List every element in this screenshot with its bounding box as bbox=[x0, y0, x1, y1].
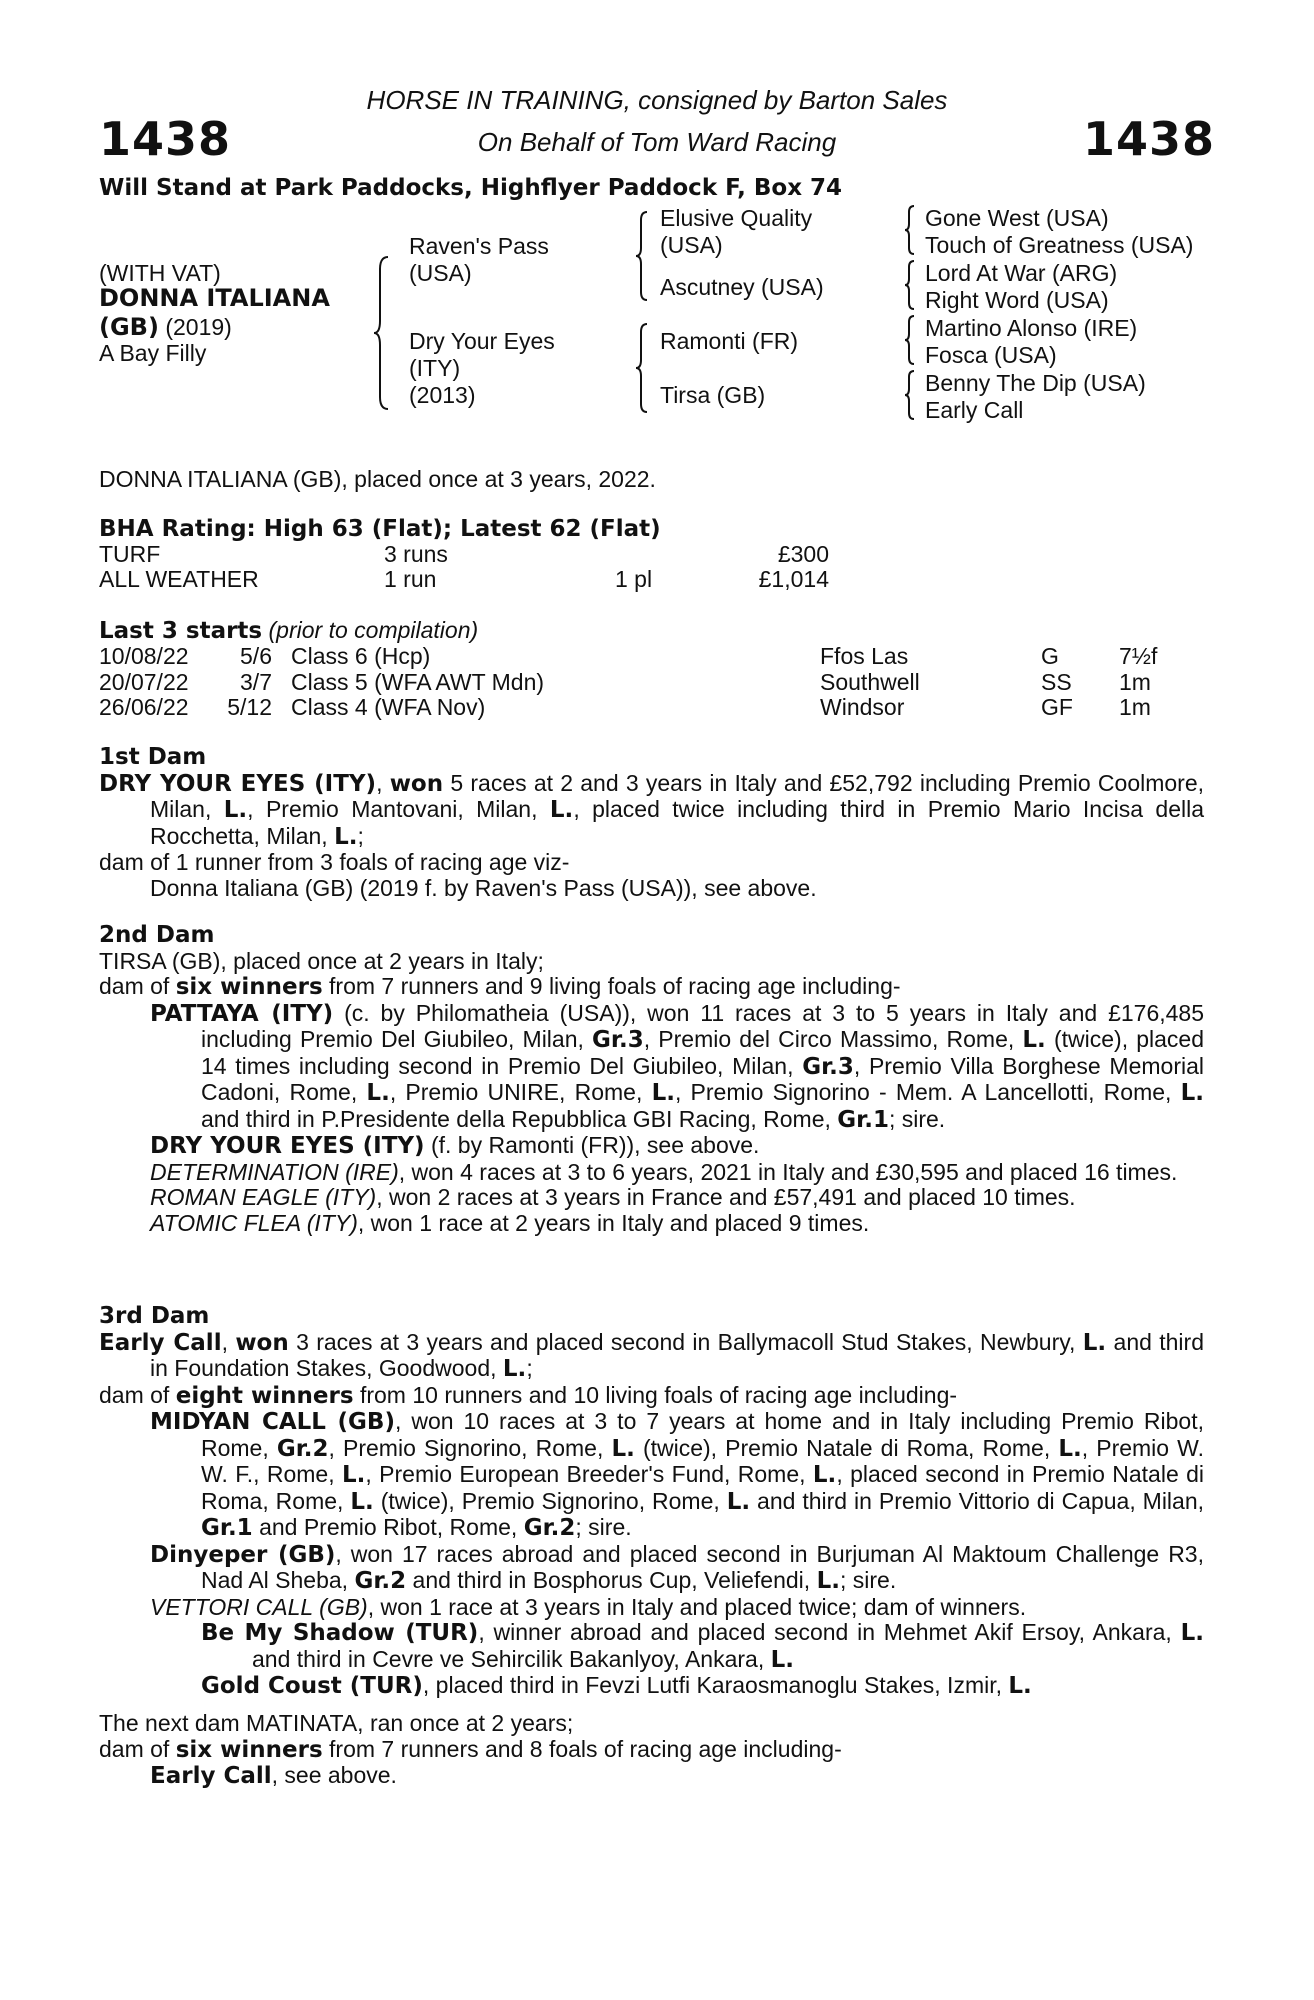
pedigree-brace-main bbox=[372, 255, 392, 411]
horse-summary: DONNA ITALIANA (GB), placed once at 3 years, 2022. bbox=[99, 466, 656, 492]
last-starts-table bbox=[99, 643, 1209, 720]
bha-rating-title: BHA Rating: High 63 (Flat); Latest 62 (Flat) bbox=[99, 516, 661, 542]
bha-table bbox=[99, 541, 829, 591]
pedigree-dam-year: (2013) bbox=[409, 382, 476, 408]
produce-pattaya: PATTAYA (ITY) (c. by Philomatheia (USA)), won 11 races at 3 to 5 years in Italy and £176,485 including Premio Del Giubileo, Milan, Gr.3, Premio del Circo Massimo, Rome, L. (twice), placed 14 times including second in Premio Del Giubileo, Milan, Gr.3, Premio Villa Borghese Memorial Cadoni, Rome, L., Premio UNIRE, Rome, L., Premio Signorino - Mem. A Lancellotti, Rome, L. and third in P.Presidente della Repubblica GBI Racing, Rome, Gr.1; sire. bbox=[150, 999, 1205, 1133]
pedigree-brace-g3-1 bbox=[903, 204, 917, 256]
header-behalf: On Behalf of Tom Ward Racing bbox=[477, 127, 837, 157]
produce-gold-coust: Gold Coust (TUR), placed third in Fevzi Lutfi Karaosmanoglu Stakes, Izmir, L. bbox=[201, 1672, 1032, 1699]
pedigree-sire-dam: Ascutney (USA) bbox=[660, 274, 824, 300]
lot-number-right: 1438 bbox=[1083, 112, 1216, 166]
second-dam-record: TIRSA (GB), placed once at 2 years in Italy; bbox=[99, 947, 544, 974]
produce-be-my-shadow: Be My Shadow (TUR), winner abroad and placed second in Mehmet Akif Ersoy, Ankara, L. and third in Cevre ve Sehircilik Bakanlyoy, Ankara, L. bbox=[201, 1619, 1205, 1673]
next-dam-section bbox=[99, 1711, 1204, 1790]
produce-atomic-flea: ATOMIC FLEA (ITY), won 1 race at 2 years in Italy and placed 9 times. bbox=[150, 1209, 870, 1236]
pedigree-g3-7: Benny The Dip (USA) bbox=[925, 370, 1146, 396]
bha-row-turf: TURF 3 runs £300 bbox=[99, 541, 829, 567]
pedigree-sire-origin: (USA) bbox=[409, 260, 472, 286]
next-dam-produce-summary: dam of six winners from 7 runners and 8 foals of racing age including- bbox=[99, 1735, 842, 1763]
last-start-row: 10/08/22 5/6 Class 6 (Hcp) Ffos Las G 7½f bbox=[99, 643, 1158, 669]
pedigree-g3-4: Right Word (USA) bbox=[925, 287, 1109, 313]
pedigree-brace-g3-3 bbox=[903, 314, 917, 366]
second-dam-produce-summary: dam of six winners from 7 runners and 9 living foals of racing age including- bbox=[99, 973, 901, 1000]
last-start-row: 26/06/22 5/12 Class 4 (WFA Nov) Windsor GF 1m bbox=[99, 694, 1151, 720]
vat-label: (WITH VAT) bbox=[99, 260, 221, 286]
last-starts-title: Last 3 starts (prior to compilation) bbox=[99, 617, 479, 644]
second-dam-section bbox=[99, 923, 1204, 1236]
pedigree-dam-sire: Ramonti (FR) bbox=[660, 328, 799, 354]
horse-name: DONNA ITALIANA bbox=[99, 284, 330, 312]
produce-roman-eagle: ROMAN EAGLE (ITY), won 2 races at 3 years in France and £57,491 and placed 10 times. bbox=[150, 1184, 1076, 1210]
lot-number-left: 1438 bbox=[99, 112, 232, 166]
pedigree-g3-5: Martino Alonso (IRE) bbox=[925, 315, 1138, 341]
last-start-row: 20/07/22 3/7 Class 5 (WFA AWT Mdn) Southwell SS 1m bbox=[99, 668, 1151, 695]
horse-origin-year: (GB) (2019) bbox=[99, 313, 232, 341]
third-dam-section bbox=[99, 1304, 1204, 1700]
stand-location: Will Stand at Park Paddocks, Highflyer Paddock F, Box 74 bbox=[99, 175, 843, 201]
first-dam-produce-summary: dam of 1 runner from 3 foals of racing age viz- bbox=[99, 849, 570, 875]
second-dam-heading: 2nd Dam bbox=[99, 922, 215, 948]
pedigree-g3-8: Early Call bbox=[925, 397, 1024, 423]
third-dam-produce-summary: dam of eight winners from 10 runners and 10 living foals of racing age including- bbox=[99, 1381, 958, 1409]
horse-description: A Bay Filly bbox=[99, 340, 207, 366]
pedigree-g3-1: Gone West (USA) bbox=[925, 205, 1109, 231]
bha-row-all-weather: ALL WEATHER 1 run 1 pl £1,014 bbox=[99, 566, 829, 592]
pedigree-sire-sire-origin: (USA) bbox=[660, 232, 723, 258]
first-dam-section bbox=[99, 745, 1204, 901]
first-dam-heading: 1st Dam bbox=[99, 744, 207, 770]
pedigree-dam-origin: (ITY) bbox=[409, 355, 461, 381]
produce-midyan-call: MIDYAN CALL (GB), won 10 races at 3 to 7 years at home and in Italy including Premio Ribot, Rome, Gr.2, Premio Signorino, Rome, L. (twice), Premio Natale di Roma, Rome, L., Premio W. W. F., Rome, L., Premio European Breeder's Fund, Rome, L., placed second in Premio Natale di Roma, Rome, L. (twice), Premio Signorino, Rome, L. and third in Premio Vittorio di Capua, Milan, Gr.1 and Premio Ribot, Rome, Gr.2; sire. bbox=[150, 1408, 1205, 1541]
pedigree-sire-sire: Elusive Quality bbox=[660, 205, 813, 231]
pedigree-brace-dam bbox=[634, 322, 650, 414]
pedigree-brace-sire bbox=[634, 210, 650, 302]
pedigree-g3-3: Lord At War (ARG) bbox=[925, 260, 1118, 286]
produce-vettori-call: VETTORI CALL (GB), won 1 race at 3 years in Italy and placed twice; dam of winners. bbox=[150, 1593, 1027, 1620]
next-dam-record: The next dam MATINATA, ran once at 2 years; bbox=[99, 1710, 574, 1736]
first-dam-produce-item: Donna Italiana (GB) (2019 f. by Raven's Pass (USA)), see above. bbox=[150, 874, 817, 901]
pedigree-brace-g3-2 bbox=[903, 259, 917, 311]
produce-dinyeper: Dinyeper (GB), won 17 races abroad and placed second in Burjuman Al Maktoum Challenge R3, Nad Al Sheba, Gr.2 and third in Bosphorus Cup, Veliefendi, L.; sire. bbox=[150, 1540, 1204, 1594]
produce-determination: DETERMINATION (IRE), won 4 races at 3 to 6 years, 2021 in Italy and £30,595 and placed 16 times. bbox=[150, 1158, 1178, 1185]
pedigree-dam-dam: Tirsa (GB) bbox=[660, 382, 766, 408]
pedigree-brace-g3-4 bbox=[903, 369, 917, 421]
next-dam-produce-item: Early Call, see above. bbox=[150, 1762, 397, 1789]
header-consignor: HORSE IN TRAINING, consigned by Barton Sales bbox=[366, 85, 948, 115]
third-dam-heading: 3rd Dam bbox=[99, 1303, 210, 1329]
pedigree-sire-name: Raven's Pass bbox=[409, 233, 549, 259]
third-dam-record: Early Call, won 3 races at 3 years and placed second in Ballymacoll Stud Stakes, Newbury, L. and third in Foundation Stakes, Goodwood, L.; bbox=[99, 1328, 1204, 1382]
pedigree-g3-6: Fosca (USA) bbox=[925, 342, 1057, 368]
pedigree-g3-2: Touch of Greatness (USA) bbox=[925, 232, 1194, 258]
first-dam-record: DRY YOUR EYES (ITY), won 5 races at 2 and 3 years in Italy and £52,792 including Premio Coolmore, Milan, L., Premio Mantovani, Milan, L., placed twice including third in Premio Mario Incisa della Rocchetta, Milan, L.; bbox=[99, 769, 1205, 850]
produce-dry-your-eyes: DRY YOUR EYES (ITY) (f. by Ramonti (FR)), see above. bbox=[150, 1132, 760, 1159]
pedigree-dam-name: Dry Your Eyes bbox=[409, 328, 555, 354]
